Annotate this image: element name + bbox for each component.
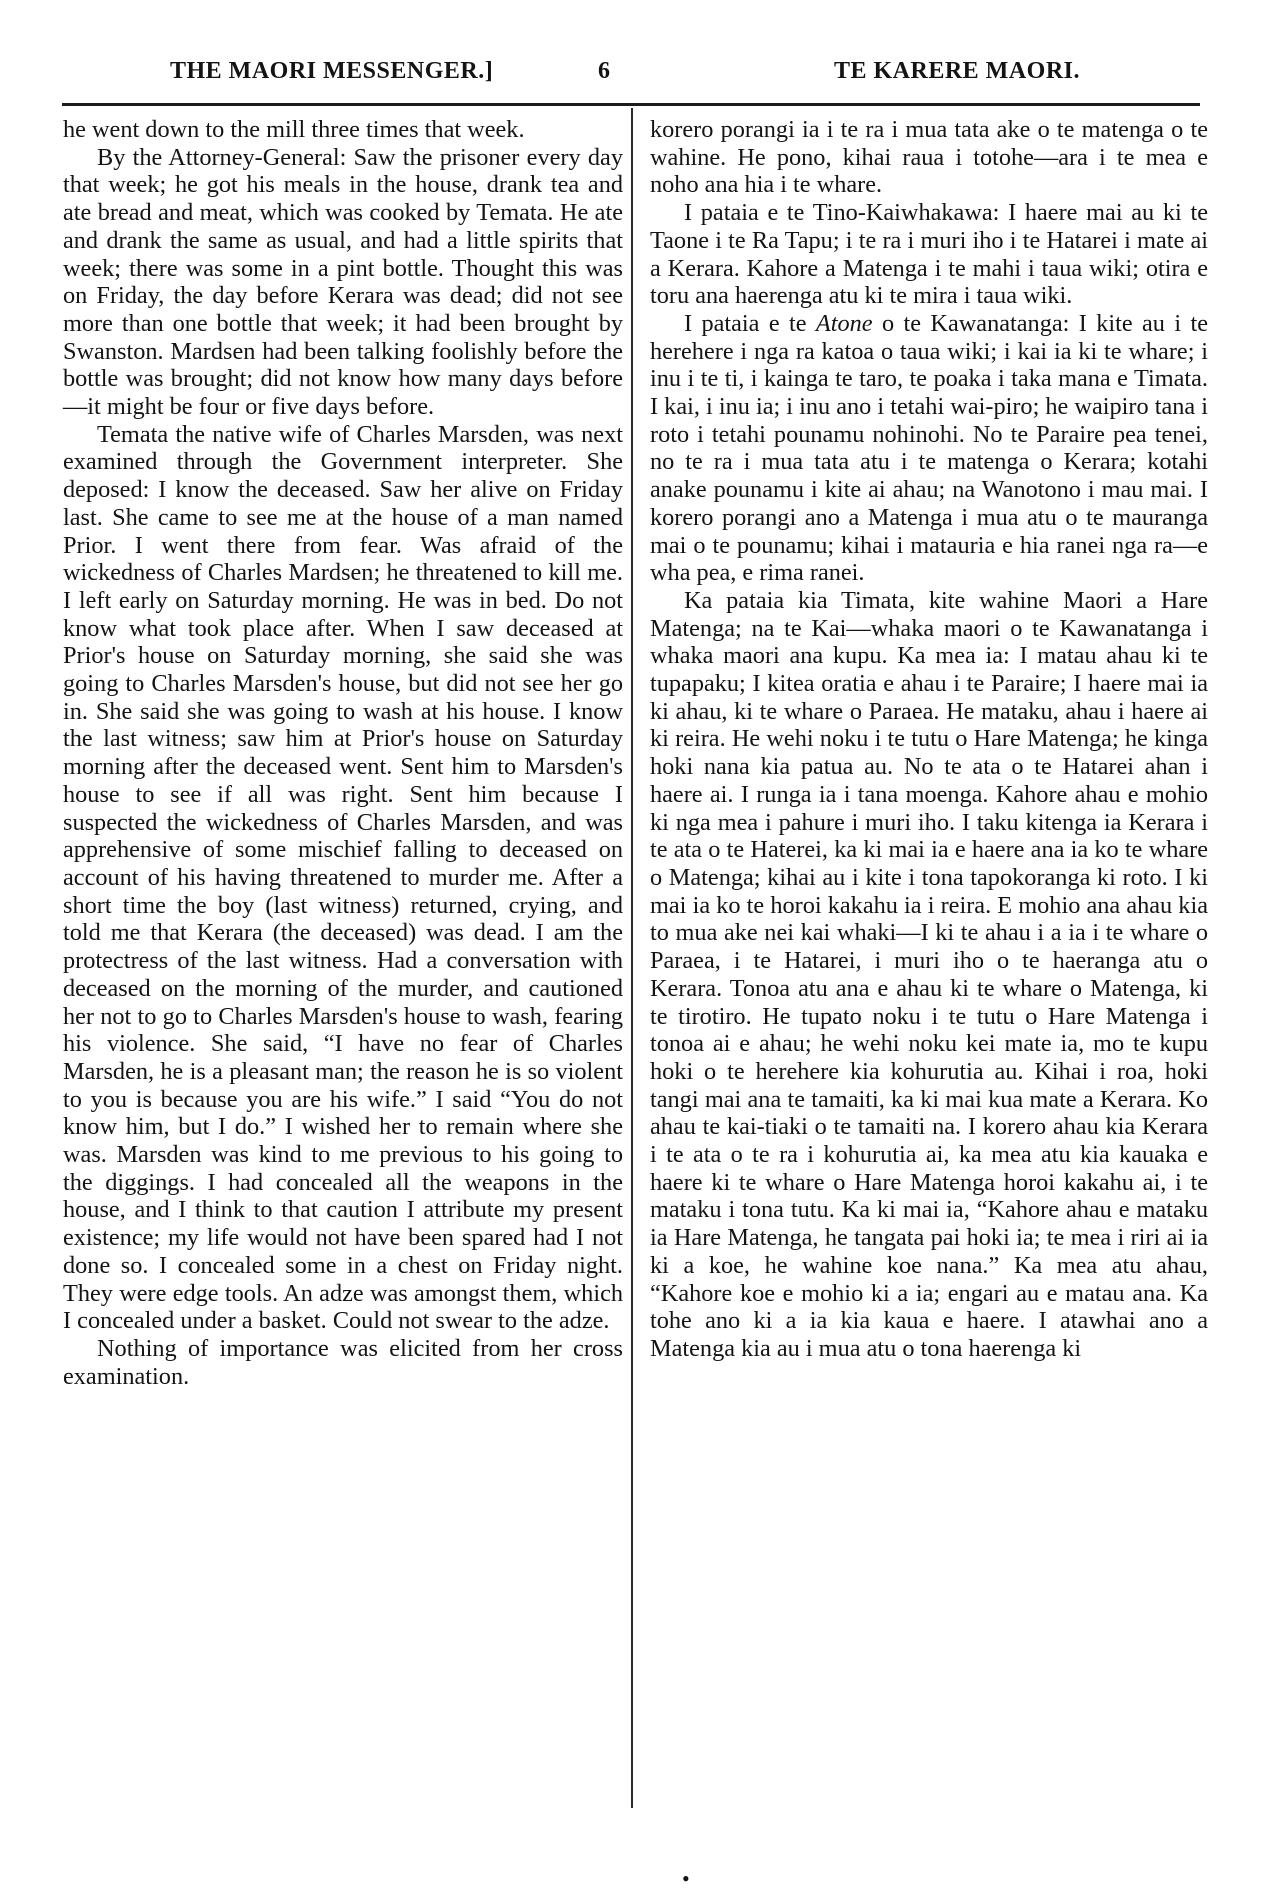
maori-column: [650, 116, 1208, 1363]
italic-term: Atone: [815, 309, 873, 337]
page-header: [150, 58, 1100, 94]
paragraph: Nothing of importance was elicited from her cross examination.: [63, 1334, 623, 1390]
english-masthead: THE MAORI MESSENGER.]: [170, 58, 494, 84]
paragraph: I pataia e te Tino-Kaiwhakawa: I haere mai au ki te Taone i te Ra Tapu; i te ra i muri iho i te Hatarei i mate ai a Kerara. Kahore a Matenga i te mahi i taua wiki; otira e toru ana haerenga atu ki te mira i taua wiki.: [650, 199, 1208, 310]
paragraph: he went down to the mill three times that week.: [63, 116, 525, 143]
paragraph-text: I pataia e te: [684, 309, 816, 337]
paragraph-text: o te Kawanatanga: I kite au i te herehere i nga ra katoa o taua wiki; i kai ia ki te whare; i inu i te ti, i kainga te taro, te poaka i taka mana e Timata. I kai, i inu ia; i inu ano i tetahi wai-piro; he waipiro tana i roto i tetahi pounamu nohinohi. No te Paraire pea tenei, no te ra i mua tata atu i te matenga o Kerara; kotahi anake pounamu i kite ai ahau; na Wanotono i mau mai. I korero porangi ano a Matenga i mua atu o te mauranga mai o te pounamu; kihai i matauria e hia ranei nga ra—e wha pea, e rima ranei.: [650, 309, 1208, 587]
maori-masthead: TE KARERE MAORI.: [833, 58, 1080, 84]
paragraph: By the Attorney-General: Saw the prisoner every day that week; he got his meals in the house, drank tea and ate bread and meat, which was cooked by Temata. He ate and drank the same as usual, and had a little spirits that week; there was some in a pint bottle. Thought this was on Friday, the day before Kerara was dead; did not see more than one bottle that week; it had been brought by Swanston. Mardsen had been talking foolishly before the bottle was brought; did not know how many days before —it might be four or five days before.: [63, 143, 623, 421]
printer-mark: •: [682, 1866, 690, 1891]
paragraph: [650, 310, 1208, 587]
english-column: [63, 116, 623, 1390]
page-number: 6: [598, 58, 611, 84]
paragraph: Ka pataia kia Timata, kite wahine Maori a Hare Matenga; na te Kai—whaka maori o te Kawanatanga i whaka maori ana kupu. Ka mea ia: I matau ahau ki te tupapaku; I kitea oratia e ahau i te Paraire; I haere mai ia ki ahau, ki te whare o Paraea. He mataku, ahau i haere ai ki reira. He wehi noku i te tutu o Hare Matenga; he kinga hoki nana kia patua au. No te ata o te Hatarei ahan i haere ai. I runga ia i tana moenga. Kahore ahau e mohio ki nga mea i pahure i muri iho. I taku kitenga ia Kerara i te ata o te Haterei, ka ki mai ia e haere ana ia ko te whare o Matenga; kihai au i kite i tona tapokoranga ki roto. I ki mai ia ko te horoi kakahu ia i reira. E mohio ana ahau kia to mua ake nei kai whaki—I ki te ahau i a ia i te whare o Paraea, i te Hatarei, i muri iho o te haeranga atu o Kerara. Tonoa atu ana e ahau ki te whare o Matenga, ki te tirotiro. He tupato noku i te tutu o Hare Matenga i tonoa ai e ahau; he wehi noku kei mate ia, mo te kupu hoki o te herehere kia kohurutia au. Kihai i roa, hoki tangi mai ana te tamaiti, ka ki mai kua mate a Kerara. Ko ahau te kai-tiaki o te tamaiti na. I korero ahau kia Kerara i te ata o te ra i kohurutia ai, ka mea atu kia kauaka e haere ki te whare o Hare Matenga horoi kakahu ai, i te mataku i tona tutu. Ka ki mai ia, “Kahore ahau e mataku ia Hare Matenga, he tangata pai hoki ia; te mea i riri ai ia ki a koe, he wahine koe nana.” Ka mea atu ahau, “Kahore koe e mohio ki a ia; engari au e matau ana. Ka tohe ano ki a ia kia kaua e haere. I atawhai ano a Matenga kia au i mua atu o tona haerenga ki: [650, 586, 1208, 1362]
column-divider: [631, 108, 633, 1808]
paragraph: Temata the native wife of Charles Marsden, was next examined through the Government interpreter. She deposed: I know the deceased. Saw her alive on Friday last. She came to see me at the house of a man named Prior. I went there from fear. Was afraid of the wickedness of Charles Mardsen; he threatened to kill me. I left early on Saturday morning. He was in bed. Do not know what took place after. When I saw deceased at Prior's house on Saturday morning, she said she was going to Charles Marsden's house, but did not see her go in. She said she was going to wash at his house. I know the last witness; saw him at Prior's house on Saturday morning after the deceased went. Sent him to Marsden's house to see if all was right. Sent him because I suspected the wickedness of Charles Marsden, and was apprehensive of some mischief falling to deceased on account of his having threatened to murder me. After a short time the boy (last witness) returned, crying, and told me that Kerara (the deceased) was dead. I am the protectress of the last witness. Had a conversation with deceased on the morning of the murder, and cautioned her not to go to Charles Marsden's house to wash, fearing his violence. She said, “I have no fear of Charles Marsden, he is a pleasant man; the reason he is so violent to you is because you are his wife.” I said “You do not know him, but I do.” I wished her to remain where she was. Marsden was kind to me previous to his going to the diggings. I had concealed all the weapons in the house, and I think to that caution I attribute my present existence; my life would not have been spared had I not done so. I concealed some in a chest on Friday night. They were edge tools. An adze was amongst them, which I concealed under a basket. Could not swear to the adze.: [63, 420, 623, 1335]
header-rule: [62, 103, 1200, 106]
paragraph: korero porangi ia i te ra i mua tata ake o te matenga o te wahine. He pono, kihai raua i totohe—ara i te mea e noho ana hia i te whare.: [650, 116, 1208, 199]
